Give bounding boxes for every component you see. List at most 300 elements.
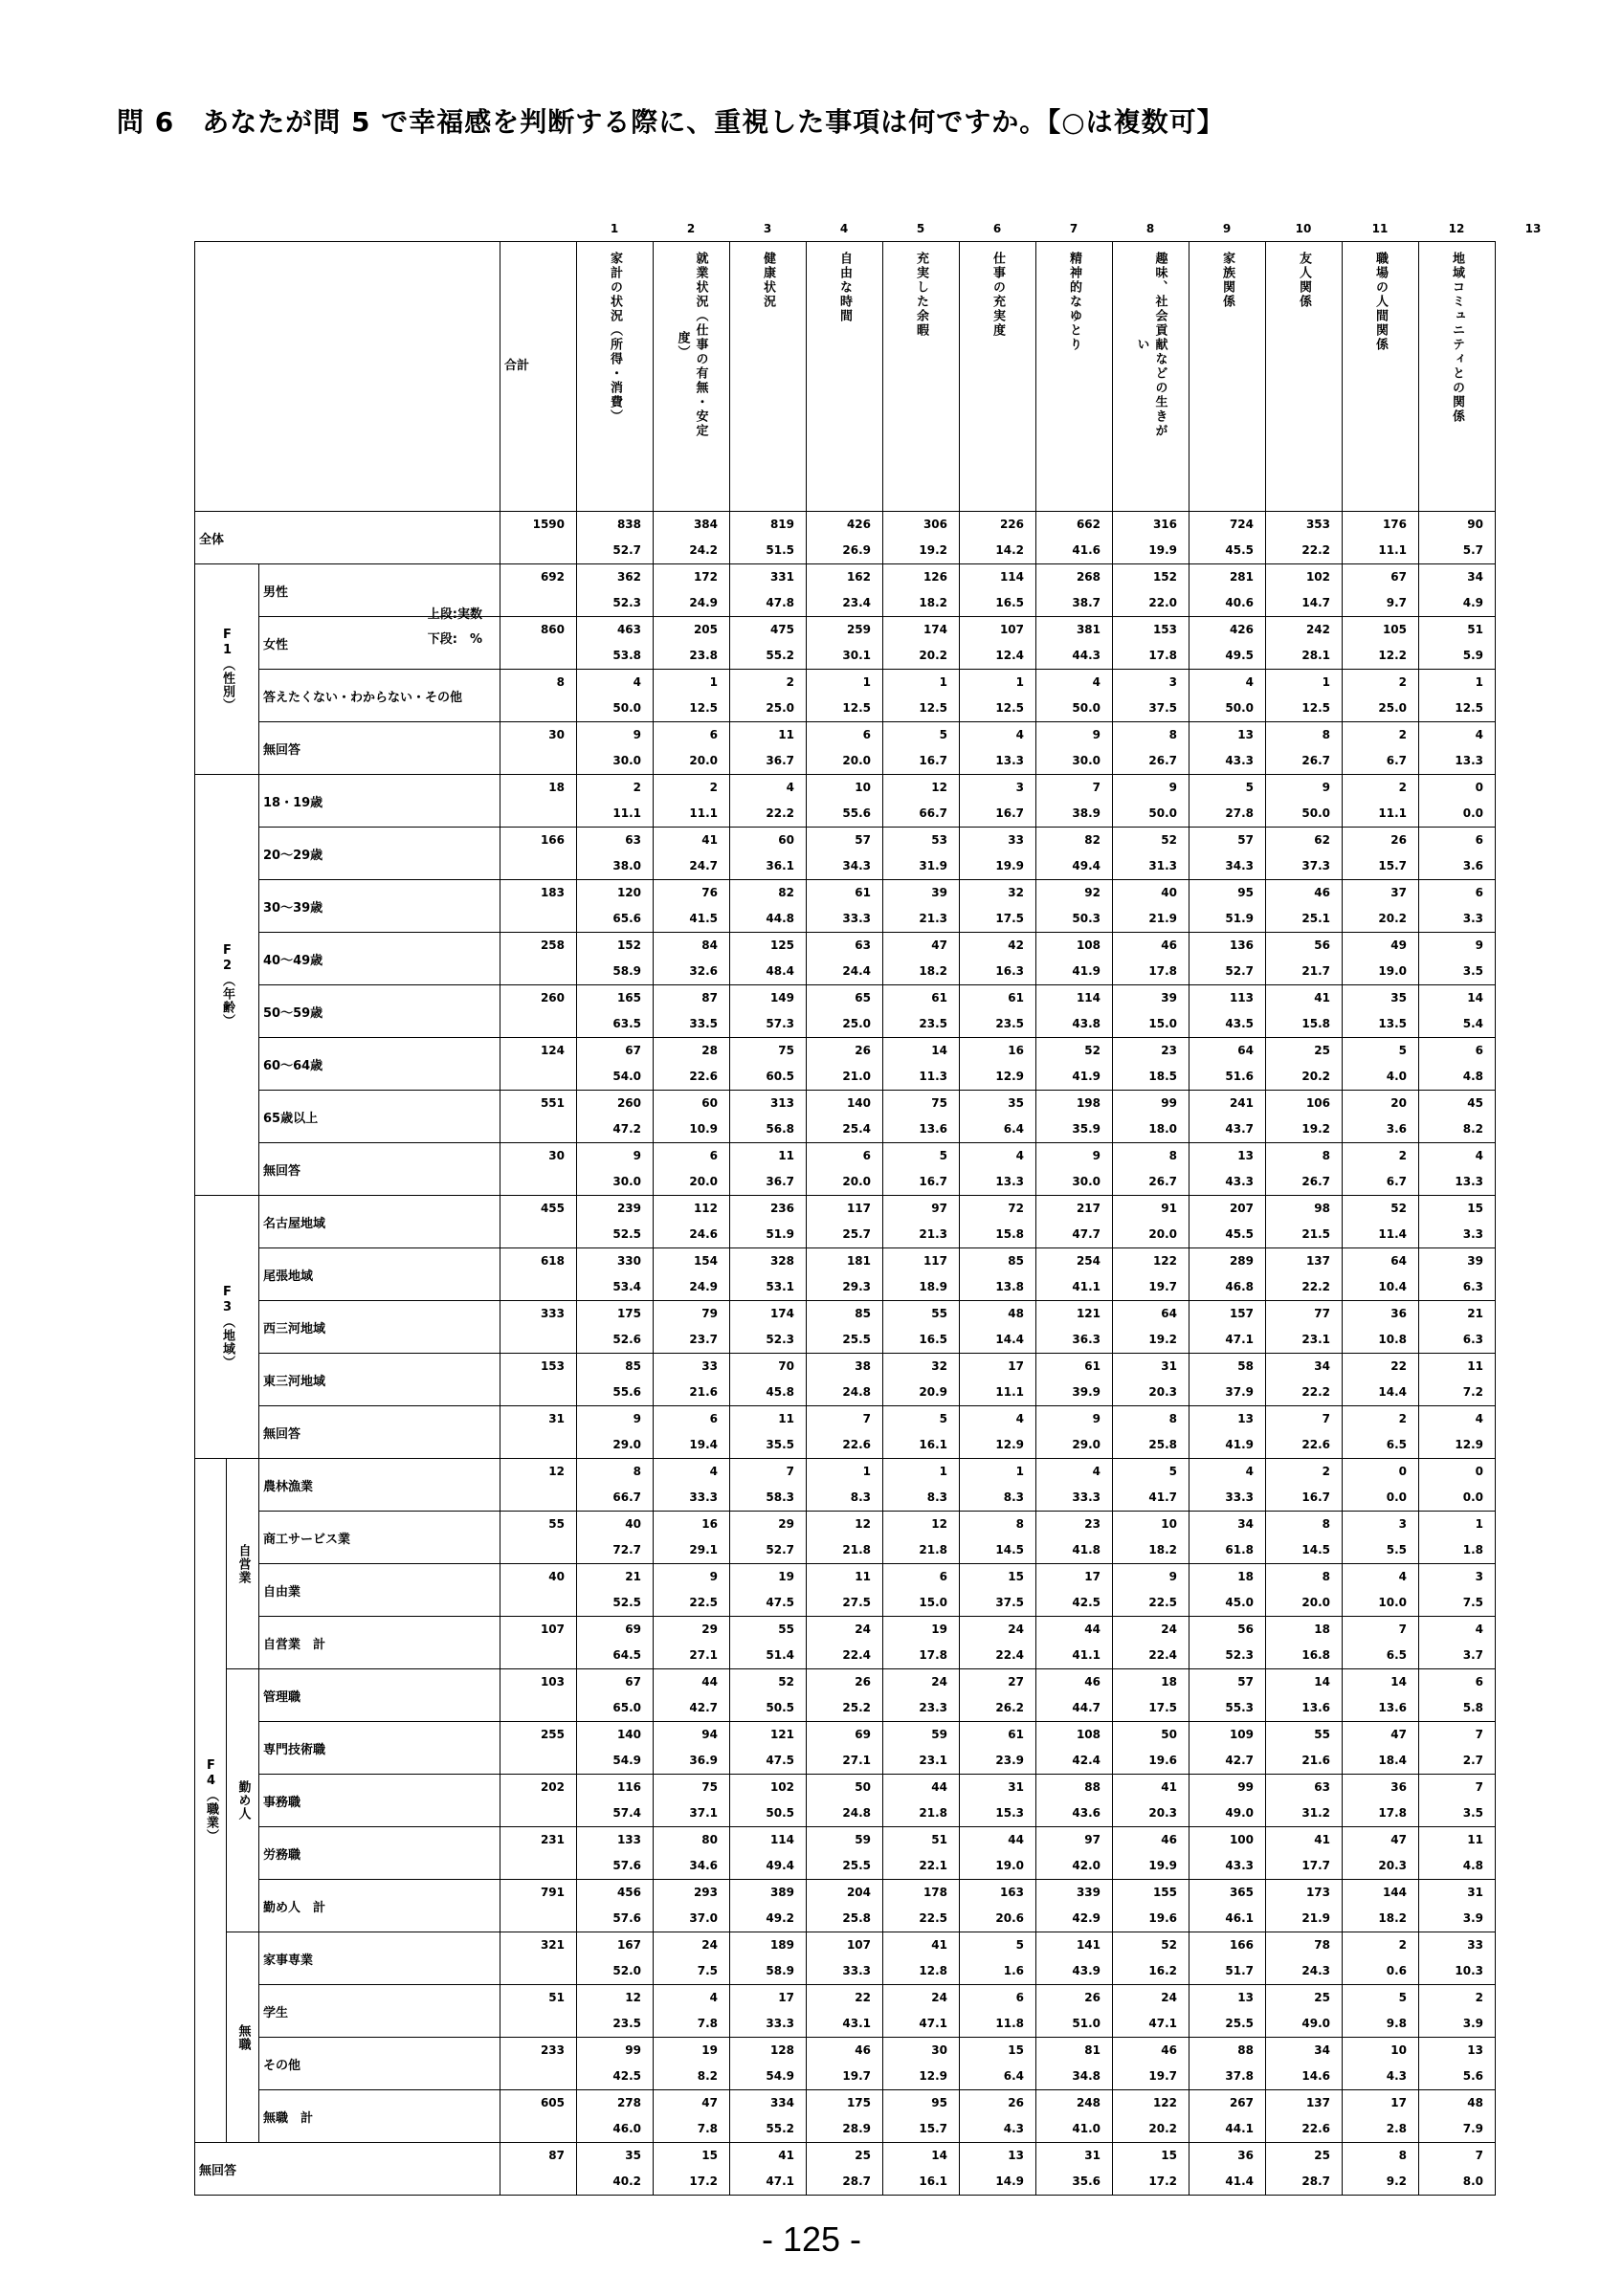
percent-value: 50.5: [766, 1806, 794, 1820]
column-number: 8: [1145, 222, 1155, 235]
percent-value: 52.7: [766, 1543, 794, 1556]
value-cell: [654, 1248, 730, 1301]
value-cell: [1113, 2143, 1189, 2196]
percent-value: 4.8: [1462, 1859, 1483, 1872]
percent-value: 17.8: [1378, 1806, 1407, 1820]
count-value: 4: [1398, 1570, 1407, 1583]
count-value: 1: [709, 675, 718, 689]
value-cell: [1419, 1722, 1496, 1775]
percent-value: 25.5: [842, 1333, 871, 1346]
percent-value: 0.0: [1462, 806, 1483, 820]
count-value: 456: [616, 1886, 641, 1899]
percent-value: 25.1: [1301, 912, 1330, 925]
count-value: 29: [701, 1623, 718, 1636]
count-value: 18: [1314, 1623, 1330, 1636]
percent-value: 15.7: [919, 2122, 947, 2135]
count-value: 61: [855, 886, 871, 899]
total-cell: [500, 512, 577, 564]
table-row: [195, 2090, 1496, 2143]
column-header-text: 家計の状況（所得・消費）: [608, 252, 622, 424]
percent-value: 57.6: [612, 1859, 641, 1872]
group-F4: [195, 1459, 227, 2143]
count-value: 5: [939, 1149, 947, 1162]
percent-value: 5.8: [1462, 1701, 1483, 1714]
percent-value: 17.2: [689, 2175, 718, 2188]
count-value: 328: [769, 1254, 794, 1268]
value-cell: [960, 1932, 1036, 1985]
percent-value: 41.8: [1072, 1543, 1101, 1556]
value-cell: [654, 1406, 730, 1459]
count-value: 95: [1237, 886, 1254, 899]
count-value: 1: [1015, 675, 1024, 689]
percent-value: 19.6: [1148, 1911, 1177, 1925]
value-cell: [1419, 828, 1496, 880]
value-cell: [1419, 1406, 1496, 1459]
percent-value: 18.2: [1378, 1911, 1407, 1925]
value-cell: [960, 1722, 1036, 1775]
count-value: 60: [778, 833, 794, 847]
value-cell: [1343, 1248, 1419, 1301]
value-cell: [1036, 828, 1113, 880]
value-cell: [1419, 2090, 1496, 2143]
count-value: 9: [633, 728, 641, 741]
percent-value: 21.5: [1301, 1227, 1330, 1241]
percent-value: 3.9: [1462, 1911, 1483, 1925]
percent-value: 20.3: [1148, 1806, 1177, 1820]
count-value: 77: [1314, 1307, 1330, 1320]
percent-value: 13.5: [1378, 1017, 1407, 1030]
percent-value: 72.7: [612, 1543, 641, 1556]
percent-value: 26.7: [1301, 754, 1330, 767]
row-label: 65歳以上: [259, 1091, 500, 1143]
value-cell: [883, 564, 960, 617]
column-header-text: 自由な時間: [837, 252, 852, 323]
row-label: 勤め人 計: [259, 1880, 500, 1932]
count-value: 69: [625, 1623, 641, 1636]
total-header: [500, 242, 577, 512]
percent-value: 12.5: [842, 701, 871, 715]
value-cell: [1266, 1932, 1343, 1985]
percent-value: 22.4: [1148, 1648, 1177, 1662]
total-cell: [500, 1459, 577, 1512]
value-cell: [1036, 1143, 1113, 1196]
count-value: 35: [625, 2149, 641, 2162]
percent-value: 43.3: [1225, 1859, 1254, 1872]
total-cell: [500, 1827, 577, 1880]
count-value: 152: [616, 938, 641, 952]
value-cell: [883, 985, 960, 1038]
count-value: 9: [1092, 728, 1101, 741]
value-cell: [1036, 1354, 1113, 1406]
value-cell: [1419, 1775, 1496, 1827]
count-value: 6: [1475, 1675, 1483, 1689]
percent-value: 25.0: [766, 701, 794, 715]
percent-value: 35.9: [1072, 1122, 1101, 1136]
value-cell: [883, 2038, 960, 2090]
value-cell: [883, 880, 960, 933]
count-value: 33: [701, 1359, 718, 1373]
percent-value: 52.7: [612, 543, 641, 557]
value-cell: [883, 2090, 960, 2143]
value-cell: [960, 2038, 1036, 2090]
row-label: 事務職: [259, 1775, 500, 1827]
value-cell: [1113, 1512, 1189, 1564]
count-value: 3: [1015, 781, 1024, 794]
percent-value: 20.0: [842, 1175, 871, 1188]
row-label: 名古屋地域: [259, 1196, 500, 1248]
value-cell: [1343, 1196, 1419, 1248]
percent-value: 20.0: [842, 754, 871, 767]
value-cell: [1343, 1301, 1419, 1354]
count-value: 16: [701, 1517, 718, 1531]
percent-value: 37.5: [1148, 701, 1177, 715]
percent-value: 44.7: [1072, 1701, 1101, 1714]
value-cell: [1343, 880, 1419, 933]
count-value: 34: [1314, 1359, 1330, 1373]
value-cell: [1189, 670, 1266, 722]
value-cell: [1419, 1669, 1496, 1722]
percent-value: 15.8: [995, 1227, 1024, 1241]
value-cell: [730, 2143, 807, 2196]
count-value: 72: [1008, 1202, 1024, 1215]
count-value: 7: [1398, 1623, 1407, 1636]
value-cell: [1113, 1669, 1189, 1722]
percent-value: 14.4: [1378, 1385, 1407, 1399]
row-label: その他: [259, 2038, 500, 2090]
group-label: 勤め人: [235, 1780, 251, 1821]
count-value: 26: [1008, 2096, 1024, 2109]
percent-value: 20.6: [995, 1911, 1024, 1925]
count-value: 149: [769, 991, 794, 1004]
percent-value: 23.3: [919, 1701, 947, 1714]
column-header: [577, 242, 654, 512]
total-count: 40: [548, 1570, 565, 1583]
percent-value: 13.3: [995, 1175, 1024, 1188]
percent-value: 19.9: [1148, 543, 1177, 557]
percent-value: 37.1: [689, 1806, 718, 1820]
percent-value: 17.8: [1148, 964, 1177, 978]
percent-value: 21.7: [1301, 964, 1330, 978]
value-cell: [1266, 1091, 1343, 1143]
value-cell: [1343, 1722, 1419, 1775]
count-value: 85: [625, 1359, 641, 1373]
count-value: 55: [778, 1623, 794, 1636]
percent-value: 42.5: [1072, 1596, 1101, 1609]
count-value: 113: [1229, 991, 1254, 1004]
value-cell: [730, 1722, 807, 1775]
percent-value: 36.1: [766, 859, 794, 872]
count-value: 241: [1229, 1096, 1254, 1110]
value-cell: [807, 1143, 883, 1196]
percent-value: 51.6: [1225, 1070, 1254, 1083]
count-value: 30: [931, 2043, 947, 2057]
value-cell: [1419, 1880, 1496, 1932]
column-header: [807, 242, 883, 512]
percent-value: 22.6: [842, 1438, 871, 1451]
value-cell: [807, 880, 883, 933]
value-cell: [960, 2143, 1036, 2196]
value-cell: [960, 985, 1036, 1038]
value-cell: [1343, 2038, 1419, 2090]
percent-value: 17.5: [1148, 1701, 1177, 1714]
value-cell: [654, 2090, 730, 2143]
count-value: 60: [701, 1096, 718, 1110]
percent-value: 2.8: [1386, 2122, 1407, 2135]
percent-value: 28.1: [1301, 649, 1330, 662]
total-cell: [500, 2038, 577, 2090]
value-cell: [807, 1617, 883, 1669]
row-label: 無職 計: [259, 2090, 500, 2143]
value-cell: [1113, 775, 1189, 828]
count-value: 176: [1382, 518, 1407, 531]
count-value: 114: [769, 1833, 794, 1846]
count-value: 87: [701, 991, 718, 1004]
row-label: 労務職: [259, 1827, 500, 1880]
percent-value: 4.0: [1386, 1070, 1407, 1083]
value-cell: [577, 933, 654, 985]
count-value: 50: [855, 1780, 871, 1794]
count-value: 12: [855, 1517, 871, 1531]
count-value: 259: [846, 623, 871, 636]
column-header: [1036, 242, 1113, 512]
value-cell: [1419, 1354, 1496, 1406]
value-cell: [960, 670, 1036, 722]
value-cell: [1266, 1617, 1343, 1669]
percent-value: 31.9: [919, 859, 947, 872]
percent-value: 7.5: [1462, 1596, 1483, 1609]
value-cell: [1266, 722, 1343, 775]
value-cell: [807, 1354, 883, 1406]
percent-value: 16.3: [995, 964, 1024, 978]
value-cell: [883, 512, 960, 564]
group-label: F4（職業）: [204, 1758, 218, 1843]
value-cell: [960, 1985, 1036, 2038]
value-cell: [1343, 670, 1419, 722]
percent-value: 33.3: [1072, 1490, 1101, 1504]
table-row: [195, 1669, 1496, 1722]
value-cell: [1419, 1617, 1496, 1669]
percent-value: 51.4: [766, 1648, 794, 1662]
percent-value: 51.9: [1225, 912, 1254, 925]
percent-value: 46.0: [612, 2122, 641, 2135]
percent-value: 3.3: [1462, 912, 1483, 925]
percent-value: 11.1: [1378, 806, 1407, 820]
table-row: [195, 2143, 1496, 2196]
percent-value: 41.9: [1072, 964, 1101, 978]
percent-value: 5.4: [1462, 1017, 1483, 1030]
value-cell: [1113, 828, 1189, 880]
value-cell: [883, 1617, 960, 1669]
value-cell: [1266, 1512, 1343, 1564]
percent-value: 36.7: [766, 754, 794, 767]
value-cell: [1419, 1564, 1496, 1617]
value-cell: [1113, 670, 1189, 722]
percent-value: 50.0: [1072, 701, 1101, 715]
count-value: 137: [1305, 2096, 1330, 2109]
percent-value: 27.1: [842, 1754, 871, 1767]
percent-value: 11.1: [689, 806, 718, 820]
total-cell: [500, 564, 577, 617]
percent-value: 21.8: [919, 1543, 947, 1556]
percent-value: 57.4: [612, 1806, 641, 1820]
percent-value: 33.3: [842, 1964, 871, 1977]
table-row: [195, 512, 1496, 564]
percent-value: 56.8: [766, 1122, 794, 1136]
value-cell: [807, 2038, 883, 2090]
value-cell: [654, 1617, 730, 1669]
count-value: 10: [1390, 2043, 1407, 2057]
count-value: 91: [1161, 1202, 1177, 1215]
value-cell: [1036, 564, 1113, 617]
value-cell: [1113, 564, 1189, 617]
percent-value: 23.8: [689, 649, 718, 662]
count-value: 78: [1314, 1938, 1330, 1952]
value-cell: [960, 1827, 1036, 1880]
percent-value: 12.5: [1455, 701, 1483, 715]
value-cell: [1266, 1301, 1343, 1354]
percent-value: 10.8: [1378, 1333, 1407, 1346]
value-cell: [730, 880, 807, 933]
count-value: 5: [939, 1412, 947, 1425]
percent-value: 19.9: [1148, 1859, 1177, 1872]
column-header-text: い: [1134, 338, 1149, 352]
percent-value: 19.7: [842, 2069, 871, 2083]
value-cell: [577, 828, 654, 880]
percent-value: 20.0: [1301, 1596, 1330, 1609]
column-number: 6: [992, 222, 1002, 235]
count-value: 1: [862, 1465, 871, 1478]
percent-value: 66.7: [919, 806, 947, 820]
value-cell: [1113, 880, 1189, 933]
column-header: [1343, 242, 1419, 512]
count-value: 44: [1008, 1833, 1024, 1846]
column-header: [883, 242, 960, 512]
percent-value: 17.2: [1148, 2175, 1177, 2188]
percent-value: 20.2: [1301, 1070, 1330, 1083]
percent-value: 30.0: [1072, 754, 1101, 767]
percent-value: 55.2: [766, 2122, 794, 2135]
percent-value: 8.3: [926, 1490, 947, 1504]
percent-value: 15.0: [919, 1596, 947, 1609]
percent-value: 18.2: [1148, 1543, 1177, 1556]
count-value: 4: [633, 675, 641, 689]
percent-value: 7.2: [1462, 1385, 1483, 1399]
percent-value: 33.5: [689, 1017, 718, 1030]
percent-value: 16.5: [919, 1333, 947, 1346]
value-cell: [1343, 1564, 1419, 1617]
count-value: 174: [769, 1307, 794, 1320]
value-cell: [960, 1669, 1036, 1722]
column-header-text: 精神的なゆとり: [1067, 252, 1081, 352]
count-value: 3: [1168, 675, 1177, 689]
count-value: 39: [1161, 991, 1177, 1004]
total-count: 166: [540, 833, 565, 847]
value-cell: [1343, 828, 1419, 880]
percent-value: 50.0: [1148, 806, 1177, 820]
row-label: 18・19歳: [259, 775, 500, 828]
value-cell: [1189, 1091, 1266, 1143]
percent-value: 16.7: [919, 754, 947, 767]
count-value: 3: [1398, 1517, 1407, 1531]
value-cell: [807, 1827, 883, 1880]
value-cell: [577, 1301, 654, 1354]
value-cell: [654, 1459, 730, 1512]
column-header: [1266, 242, 1343, 512]
count-value: 41: [778, 2149, 794, 2162]
count-value: 13: [1008, 2149, 1024, 2162]
table-row: [195, 1932, 1496, 1985]
percent-value: 12.2: [1378, 649, 1407, 662]
value-cell: [883, 775, 960, 828]
count-value: 154: [693, 1254, 718, 1268]
value-cell: [1036, 2143, 1113, 2196]
value-cell: [1419, 880, 1496, 933]
value-cell: [807, 1248, 883, 1301]
count-value: 102: [1305, 570, 1330, 584]
percent-value: 12.5: [1301, 701, 1330, 715]
column-header-text: 家族関係: [1220, 252, 1234, 309]
value-cell: [883, 1985, 960, 2038]
percent-value: 43.8: [1072, 1017, 1101, 1030]
value-cell: [1113, 1932, 1189, 1985]
percent-value: 22.5: [919, 1911, 947, 1925]
percent-value: 1.8: [1462, 1543, 1483, 1556]
percent-value: 64.5: [612, 1648, 641, 1662]
percent-value: 8.3: [850, 1490, 871, 1504]
percent-value: 3.7: [1462, 1648, 1483, 1662]
value-cell: [1189, 1932, 1266, 1985]
value-cell: [1036, 1459, 1113, 1512]
count-value: 59: [855, 1833, 871, 1846]
value-cell: [1036, 722, 1113, 775]
count-value: 35: [1008, 1096, 1024, 1110]
group-mushoku: [227, 1932, 259, 2143]
value-cell: [1343, 564, 1419, 617]
count-value: 63: [625, 833, 641, 847]
percent-value: 34.8: [1072, 2069, 1101, 2083]
percent-value: 12.5: [919, 701, 947, 715]
count-value: 51: [1467, 623, 1483, 636]
count-value: 166: [1229, 1938, 1254, 1952]
value-cell: [1113, 1354, 1189, 1406]
percent-value: 40.6: [1225, 596, 1254, 609]
percent-value: 14.2: [995, 543, 1024, 557]
value-cell: [960, 564, 1036, 617]
count-value: 5: [1398, 1991, 1407, 2004]
count-value: 662: [1076, 518, 1101, 531]
count-value: 26: [855, 1044, 871, 1057]
value-cell: [1266, 564, 1343, 617]
count-value: 52: [1390, 1202, 1407, 1215]
value-cell: [1036, 1406, 1113, 1459]
percent-value: 19.4: [689, 1438, 718, 1451]
value-cell: [883, 1143, 960, 1196]
count-value: 31: [1008, 1780, 1024, 1794]
value-cell: [807, 617, 883, 670]
value-cell: [1036, 1617, 1113, 1669]
percent-value: 53.1: [766, 1280, 794, 1293]
percent-value: 17.7: [1301, 1859, 1330, 1872]
count-value: 426: [846, 518, 871, 531]
percent-value: 12.4: [995, 649, 1024, 662]
percent-value: 4.3: [1386, 2069, 1407, 2083]
value-cell: [807, 1091, 883, 1143]
percent-value: 43.7: [1225, 1122, 1254, 1136]
count-value: 2: [1398, 1412, 1407, 1425]
percent-value: 33.3: [842, 912, 871, 925]
count-value: 384: [693, 518, 718, 531]
column-header-text: 職場の人間関係: [1373, 252, 1388, 352]
